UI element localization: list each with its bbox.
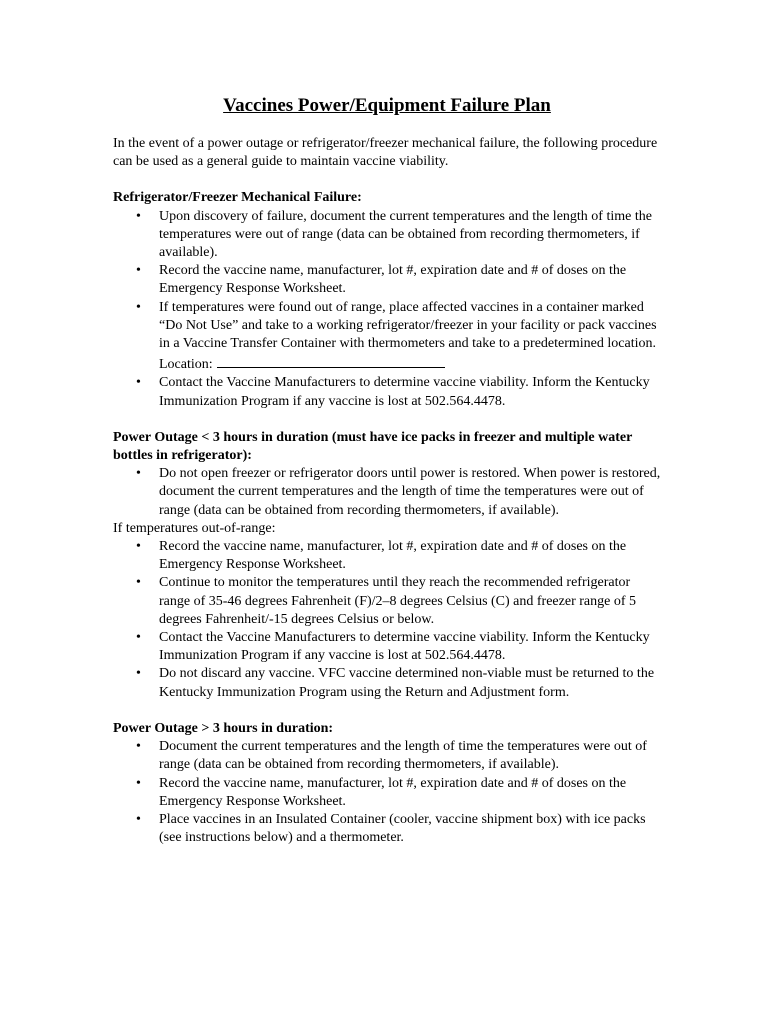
bullet-icon: •	[136, 299, 141, 315]
subheading-out-of-range: If temperatures out-of-range:	[113, 520, 276, 536]
list-item	[113, 299, 661, 375]
bullet-icon: •	[136, 466, 141, 482]
list-item-text: Document the current temperatures and the length of time the temperatures were out of range (data can be obtained from recording thermometers, if available).	[159, 739, 647, 773]
list-item-text: Continue to monitor the temperatures until they reach the recommended refrigerator range of 35-46 degrees Fahrenheit (F)/2–8 degrees Celsius (C) and freezer range of 5 degrees Fahrenheit/-15 degrees Celsius or below.	[159, 575, 636, 627]
list-item-text: Do not discard any vaccine. VFC vaccine determined non-viable must be returned to the Kentucky Immunization Program using the Return and Adjustment form.	[159, 666, 655, 700]
list-item-text: If temperatures were found out of range, place affected vaccines in a container marked “Do Not Use” and take to a working refrigerator/freezer in your facility or pack vaccines in a Vaccine Transfer Container with thermometers and take to a predetermined location.	[159, 299, 657, 352]
list-item-text: Record the vaccine name, manufacturer, lot #, expiration date and # of doses on the Emergency Response Worksheet.	[159, 263, 627, 297]
bullet-icon: •	[136, 375, 141, 391]
location-label: Location:	[159, 357, 213, 373]
bullet-icon: •	[136, 811, 141, 827]
list-item	[113, 738, 661, 774]
bullet-icon: •	[136, 630, 141, 646]
bullet-icon: •	[136, 575, 141, 591]
list-item-text: Upon discovery of failure, document the current temperatures and the length of time the temperatures were out of range (data can be obtained from recording thermometers, if available).	[159, 208, 652, 261]
list-item	[113, 629, 661, 665]
list-item-text: Place vaccines in an Insulated Container (cooler, vaccine shipment box) with ice packs (see instructions below) and a thermometer.	[159, 811, 646, 846]
location-blank-line	[217, 353, 445, 368]
bullet-icon: •	[136, 775, 141, 791]
list-item-text: Record the vaccine name, manufacturer, lot #, expiration date and # of doses on the Emergency Response Worksheet.	[159, 775, 627, 809]
section-heading-outage-short: Power Outage < 3 hours in duration (must have ice packs in freezer and multiple water bottles in refrigerator):	[113, 429, 633, 464]
mechanical-failure-list	[113, 208, 661, 411]
bullet-icon: •	[136, 263, 141, 279]
spacer	[113, 171, 661, 189]
list-item	[113, 208, 661, 263]
location-row	[159, 353, 661, 374]
spacer	[113, 411, 661, 429]
list-item	[113, 374, 661, 410]
list-item-text: Do not open freezer or refrigerator doors until power is restored. When power is restored, document the current temperatures and the length of time the temperatures were out of range (data can be obtained from recording thermometers, if available).	[159, 466, 661, 518]
bullet-icon: •	[136, 208, 141, 224]
intro-paragraph: In the event of a power outage or refrigerator/freezer mechanical failure, the following procedure can be used as a general guide to maintain vaccine viability.	[113, 136, 658, 170]
list-item	[113, 465, 661, 520]
section-heading-mechanical-failure: Refrigerator/Freezer Mechanical Failure:	[113, 190, 362, 206]
list-item-text: Record the vaccine name, manufacturer, lot #, expiration date and # of doses on the Emergency Response Worksheet.	[159, 539, 627, 573]
document-title: Vaccines Power/Equipment Failure Plan	[223, 95, 551, 116]
bullet-icon: •	[136, 539, 141, 555]
list-item	[113, 574, 661, 629]
list-item	[113, 665, 661, 701]
outage-short-list-b	[113, 538, 661, 702]
list-item-text: Contact the Vaccine Manufacturers to determine vaccine viability. Inform the Kentucky Immunization Program if any vaccine is lost at 502.564.4478.	[159, 630, 650, 664]
spacer	[113, 702, 661, 720]
list-item-text: Contact the Vaccine Manufacturers to determine vaccine viability. Inform the Kentucky Immunization Program if any vaccine is lost at 502.564.4478.	[159, 375, 650, 409]
section-heading-outage-long: Power Outage > 3 hours in duration:	[113, 720, 334, 736]
bullet-icon: •	[136, 739, 141, 755]
outage-short-list-a	[113, 465, 661, 520]
document-body	[113, 94, 661, 847]
outage-long-list	[113, 738, 661, 847]
list-item	[113, 262, 661, 298]
list-item	[113, 811, 661, 847]
bullet-icon: •	[136, 666, 141, 682]
list-item	[113, 538, 661, 574]
list-item	[113, 775, 661, 811]
